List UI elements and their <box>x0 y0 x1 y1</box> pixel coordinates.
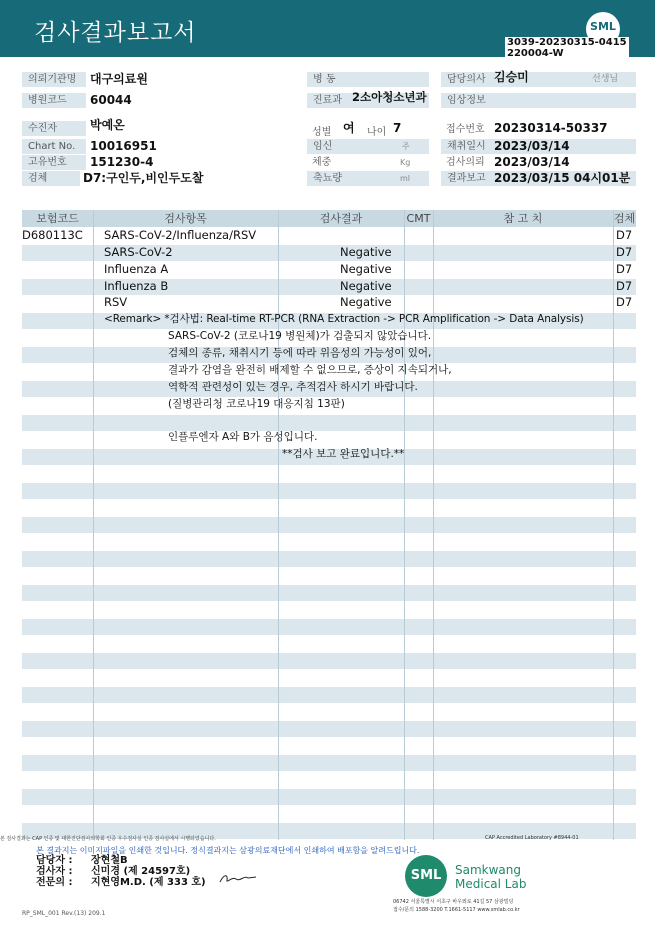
chart-value: 10016951 <box>90 139 157 153</box>
col-header-item: 검사항목 <box>164 212 207 225</box>
lab-address: 06742 서울특별시 서초구 바우뫼로 41길 57 삼광빌딩 <box>393 899 514 905</box>
note-line: 역학적 관련성이 있는 경우, 추적검사 하시기 바랍니다. <box>168 381 418 393</box>
col-header-specimen: 검체 <box>613 212 636 225</box>
sex-value: 여 <box>343 121 355 135</box>
ward-label: 병 동 <box>307 72 429 87</box>
table-row-specimen: D7 <box>616 295 633 309</box>
form-id: RP_SML_001 Rev.(13) 209.1 <box>22 910 106 917</box>
signature-icon <box>218 870 258 886</box>
specimen-value: D7:구인두,비인두도찰 <box>83 171 204 185</box>
table-row-code: D680113C <box>22 228 83 242</box>
table-band <box>22 687 636 703</box>
table-band <box>22 653 636 669</box>
table-band <box>22 415 636 431</box>
table-band <box>22 789 636 805</box>
collect-value: 2023/03/14 <box>494 139 570 153</box>
table-row-item: SARS-CoV-2 <box>104 245 173 259</box>
table-row-item: SARS-CoV-2/Influenza/RSV <box>104 228 257 242</box>
report-title: 검사결과보고서 <box>34 20 197 46</box>
col-header-ref: 참 고 치 <box>503 212 543 225</box>
lab-name-2: Medical Lab <box>455 877 527 891</box>
table-band <box>22 483 636 499</box>
signer-label: 검사자 : <box>36 866 73 877</box>
lab-name: Samkwang <box>455 863 521 877</box>
signer-name: 장현철B <box>91 855 128 866</box>
hospital-code-label: 병원코드 <box>22 93 86 108</box>
pregnancy-unit: 주 <box>402 142 410 151</box>
table-row-item: RSV <box>104 295 128 309</box>
table-row-item: Influenza A <box>104 262 169 276</box>
collect-label: 채취일시 <box>441 139 636 154</box>
weight-unit: Kg <box>400 158 411 167</box>
institution-value: 대구의료원 <box>90 72 148 86</box>
report-label: 결과보고 <box>441 171 636 186</box>
patient-label: 수진자 <box>22 121 86 136</box>
signer-label: 담당자 : <box>36 855 73 866</box>
clinical-label: 임상정보 <box>441 93 636 108</box>
reception-value: 20230314-50337 <box>494 121 608 135</box>
institution-label: 의뢰기관명 <box>22 72 86 87</box>
age-value: 7 <box>393 121 402 135</box>
column-divider <box>613 210 614 840</box>
table-band <box>22 755 636 771</box>
request-value: 2023/03/14 <box>494 155 570 169</box>
samkwang-logo-text: SML <box>410 868 442 883</box>
table-row-specimen: D7 <box>616 228 633 242</box>
table-band <box>22 551 636 567</box>
age-label: 나이 <box>367 127 387 138</box>
reception-label: 접수번호 <box>446 124 485 135</box>
id-label: 고유번호 <box>22 155 86 170</box>
column-divider <box>404 210 405 840</box>
sml-logo-text: SML <box>590 20 616 33</box>
flu-note: 인플루엔자 A와 B가 음성입니다. <box>168 431 318 443</box>
col-header-cmt: CMT <box>406 212 431 225</box>
column-divider <box>93 210 94 840</box>
note-line: (질병관리청 코로나19 대응지침 13판) <box>168 398 345 410</box>
sex-label: 성별 <box>312 127 332 138</box>
column-divider <box>433 210 434 840</box>
col-header-result: 검사결과 <box>319 212 363 225</box>
table-row-result: Negative <box>340 295 392 309</box>
dept-label: 진료과 <box>307 93 429 108</box>
doctor-label: 담당의사 <box>441 72 636 87</box>
signer-name: 신미경 (제 24597호) <box>91 866 191 877</box>
table-row-specimen: D7 <box>616 245 633 259</box>
document-number: 3039-20230315-0415 220004-W <box>507 37 627 59</box>
image-print-notice: 본 결과지는 이미지파일을 인쇄한 것입니다. 정식결과지는 삼광의료재단에서 인쇄하여 배포함을 알려드립니다. <box>36 846 420 855</box>
signer-name: 지현영M.D. (제 333 호) <box>91 877 206 888</box>
pregnancy-label: 임신 <box>307 139 429 154</box>
urine-unit: ml <box>400 174 411 183</box>
weight-label: 체중 <box>312 157 332 168</box>
urine-label: 축뇨량 <box>307 171 429 186</box>
signer-label: 전문의 : <box>36 877 73 888</box>
table-band <box>22 517 636 533</box>
table-row-item: Influenza B <box>104 279 169 293</box>
lab-contact: 접수/문의 1588-3200 T.1661-5117 www.smlab.co.kr <box>393 907 520 913</box>
table-row-result: Negative <box>340 245 392 259</box>
chart-label: Chart No. <box>22 139 86 154</box>
patient-value: 박예온 <box>90 118 125 132</box>
request-label: 검사의뢰 <box>446 157 485 168</box>
note-line: 검체의 종류, 채취시기 등에 따라 위음성의 가능성이 있어, <box>168 347 432 359</box>
cap-accreditation: CAP Accredited Laboratory #8944-01 <box>485 835 579 841</box>
dept-value: 2소아청소년과 <box>352 90 427 104</box>
report-complete: **검사 보고 완료입니다.** <box>282 448 405 460</box>
remark-method: <Remark> *검사법: Real-time RT-PCR (RNA Extraction -> PCR Amplification -> Data Analysis) <box>104 313 584 325</box>
col-header-code: 보험코드 <box>36 212 79 225</box>
hospital-code-value: 60044 <box>90 93 132 107</box>
table-band <box>22 619 636 635</box>
column-divider <box>278 210 279 840</box>
table-row-result: Negative <box>340 262 392 276</box>
table-row-specimen: D7 <box>616 279 633 293</box>
doctor-value: 김승미 <box>494 70 529 84</box>
id-value: 151230-4 <box>90 155 154 169</box>
table-row-specimen: D7 <box>616 262 633 276</box>
specimen-label: 검체 <box>22 171 80 186</box>
table-band <box>22 585 636 601</box>
report-value: 2023/03/15 04시01분 <box>494 171 631 185</box>
note-line: SARS-CoV-2 (코로나19 병원체)가 검출되지 않았습니다. <box>168 330 432 342</box>
table-band <box>22 721 636 737</box>
table-row-result: Negative <box>340 279 392 293</box>
note-line: 결과가 감염을 완전히 배제할 수 없으므로, 증상이 지속되거나, <box>168 364 452 376</box>
certification-note: 본 검사결과는 CAP 인증 및 대한진단검사의학회 인증 우수검사실 인증 검사실에서 시행되었습니다. <box>0 836 216 842</box>
doctor-suffix: 선생님 <box>592 74 619 84</box>
